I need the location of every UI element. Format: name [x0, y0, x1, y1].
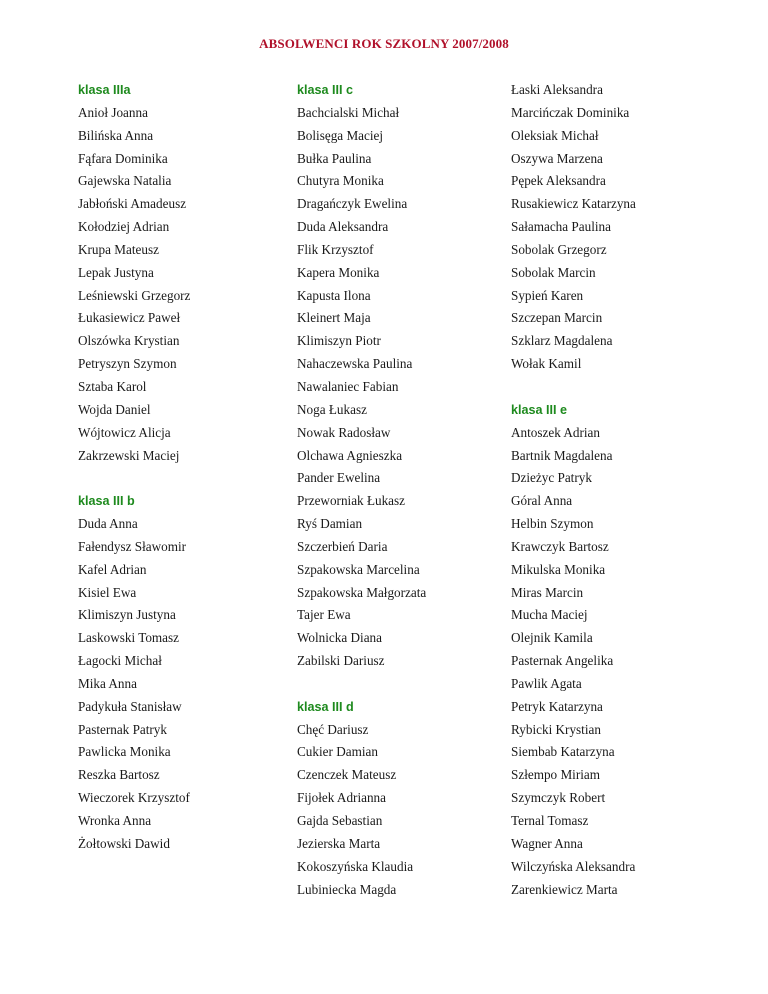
graduate-name: Olejnik Kamila: [511, 630, 593, 646]
graduate-name: Wojda Daniel: [78, 401, 151, 417]
graduate-name: Szczerbień Daria: [297, 538, 388, 554]
row-spacer: [78, 467, 288, 490]
graduate-name: Kołodziej Adrian: [78, 219, 170, 235]
graduate-name: Pępek Aleksandra: [511, 173, 606, 189]
graduate-name: Pasternak Patryk: [78, 721, 167, 737]
class-heading: klasa III c: [297, 83, 354, 97]
graduate-name: Kapusta Ilona: [297, 287, 371, 303]
graduate-name: Rusakiewicz Katarzyna: [511, 196, 636, 212]
graduate-name: Flik Krzysztof: [297, 241, 374, 257]
graduate-name: Mika Anna: [78, 675, 137, 691]
graduate-name: Bułka Paulina: [297, 150, 372, 166]
graduate-name: Krawczyk Bartosz: [511, 538, 609, 554]
graduate-name: Szymczyk Robert: [511, 790, 606, 806]
graduate-name: Góral Anna: [511, 493, 573, 509]
graduate-name: Dzieżyc Patryk: [511, 470, 592, 486]
graduate-name: Reszka Bartosz: [78, 767, 160, 783]
graduate-name: Fąfara Dominika: [78, 150, 168, 166]
class-heading: klasa IIIa: [78, 83, 131, 97]
graduate-name: Mikulska Monika: [511, 561, 606, 577]
column-3: [511, 79, 751, 901]
graduate-name: Fijołek Adrianna: [297, 790, 387, 806]
graduate-name: Lepak Justyna: [78, 264, 154, 280]
graduate-name: Bolisęga Maciej: [297, 127, 384, 143]
graduate-name: Sałamacha Paulina: [511, 219, 611, 235]
graduate-name: Zakrzewski Maciej: [78, 447, 180, 463]
graduate-name: Przeworniak Łukasz: [297, 493, 406, 509]
graduate-name: Chutyra Monika: [297, 173, 384, 189]
graduate-name: Nawalaniec Fabian: [297, 378, 399, 394]
graduate-name: Oleksiak Michał: [511, 127, 599, 143]
graduate-name: Żołtowski Dawid: [78, 835, 170, 851]
graduate-name: Wagner Anna: [511, 835, 583, 851]
graduate-name: Nowak Radosław: [297, 424, 391, 440]
graduate-name: Wolnicka Diana: [297, 630, 382, 646]
graduate-name: Siembab Katarzyna: [511, 744, 615, 760]
graduate-name: Wójtowicz Alicja: [78, 424, 171, 440]
graduate-name: Mucha Maciej: [511, 607, 588, 623]
graduate-name: Noga Łukasz: [297, 401, 367, 417]
graduate-name: Pawlicka Monika: [78, 744, 171, 760]
graduate-name: Wieczorek Krzysztof: [78, 790, 190, 806]
graduate-name: Łukasiewicz Paweł: [78, 310, 181, 326]
graduate-name: Sypień Karen: [511, 287, 584, 303]
graduate-name: Miras Marcin: [511, 584, 584, 600]
graduate-name: Sobolak Marcin: [511, 264, 596, 280]
row-spacer: [511, 376, 751, 399]
graduate-name: Kokoszyńska Klaudia: [297, 858, 414, 874]
graduate-name: Nahaczewska Paulina: [297, 356, 413, 372]
graduate-name: Helbin Szymon: [511, 516, 594, 532]
graduate-name: Olszówka Krystian: [78, 333, 180, 349]
graduate-name: Jezierska Marta: [297, 835, 381, 851]
graduate-name: Pander Ewelina: [297, 470, 381, 486]
graduate-name: Szklarz Magdalena: [511, 333, 613, 349]
graduate-name: Tajer Ewa: [297, 607, 351, 623]
graduate-name: Gajewska Natalia: [78, 173, 172, 189]
graduate-name: Anioł Joanna: [78, 104, 148, 120]
document-title: ABSOLWENCI ROK SZKOLNY 2007/2008: [259, 36, 509, 51]
graduate-name: Dragańczyk Ewelina: [297, 196, 408, 212]
graduate-name: Sztaba Karol: [78, 378, 147, 394]
graduate-name: Szłempo Miriam: [511, 767, 601, 783]
graduate-name: Łaski Aleksandra: [511, 82, 603, 97]
graduate-name: Wilczyńska Aleksandra: [511, 858, 636, 874]
graduate-name: Kafel Adrian: [78, 561, 147, 577]
graduate-name: Fałendysz Sławomir: [78, 538, 187, 554]
row-spacer: [297, 673, 502, 696]
graduate-name: Łagocki Michał: [78, 653, 162, 669]
column-1: [78, 79, 288, 856]
graduate-name: Pasternak Angelika: [511, 653, 614, 669]
graduate-name: Kleinert Maja: [297, 310, 371, 326]
graduate-name: Petryszyn Szymon: [78, 356, 177, 372]
graduate-name: Kapera Monika: [297, 264, 380, 280]
graduate-name: Wronka Anna: [78, 813, 152, 828]
graduate-name: Ryś Damian: [297, 516, 363, 532]
graduate-name: Antoszek Adrian: [511, 424, 600, 440]
graduate-name: Jabłoński Amadeusz: [78, 196, 187, 212]
graduate-name: Klimiszyn Piotr: [297, 333, 381, 349]
graduate-name: Petryk Katarzyna: [511, 698, 603, 714]
graduate-name: Cukier Damian: [297, 744, 378, 760]
graduate-name: Duda Aleksandra: [297, 219, 389, 235]
graduate-name: Szpakowska Marcelina: [297, 561, 420, 577]
graduate-name: Gajda Sebastian: [297, 813, 383, 828]
graduate-name: Zabilski Dariusz: [297, 653, 385, 669]
graduate-name: Oszywa Marzena: [511, 150, 603, 166]
class-heading: klasa III d: [297, 699, 354, 714]
graduate-name: Bilińska Anna: [78, 127, 154, 143]
graduate-name: Zarenkiewicz Marta: [511, 881, 618, 897]
graduate-name: Kisiel Ewa: [78, 584, 137, 600]
graduate-name: Wołak Kamil: [511, 356, 582, 372]
graduate-name: Laskowski Tomasz: [78, 630, 180, 646]
graduate-name: Pawlik Agata: [511, 675, 582, 691]
graduate-name: Chęć Dariusz: [297, 721, 369, 737]
class-heading: klasa III b: [78, 494, 135, 509]
graduate-name: Padykuła Stanisław: [78, 698, 182, 714]
graduate-name: Duda Anna: [78, 516, 138, 532]
graduate-name: Olchawa Agnieszka: [297, 447, 403, 463]
graduate-name: Lubiniecka Magda: [297, 881, 397, 897]
graduate-name: Marcińczak Dominika: [511, 104, 630, 120]
graduate-name: Klimiszyn Justyna: [78, 607, 176, 623]
graduate-name: Ternal Tomasz: [511, 813, 589, 828]
graduate-name: Sobolak Grzegorz: [511, 241, 607, 257]
graduate-name: Szpakowska Małgorzata: [297, 584, 427, 600]
graduate-name: Leśniewski Grzegorz: [78, 287, 191, 303]
graduate-name: Bartnik Magdalena: [511, 447, 613, 463]
column-2: [297, 79, 502, 901]
graduate-name: Rybicki Krystian: [511, 721, 601, 737]
graduate-name: Krupa Mateusz: [78, 241, 159, 257]
graduate-name: Czenczek Mateusz: [297, 767, 397, 783]
class-heading: klasa III e: [511, 402, 568, 417]
graduate-name: Szczepan Marcin: [511, 310, 603, 326]
graduate-name: Bachcialski Michał: [297, 104, 400, 120]
